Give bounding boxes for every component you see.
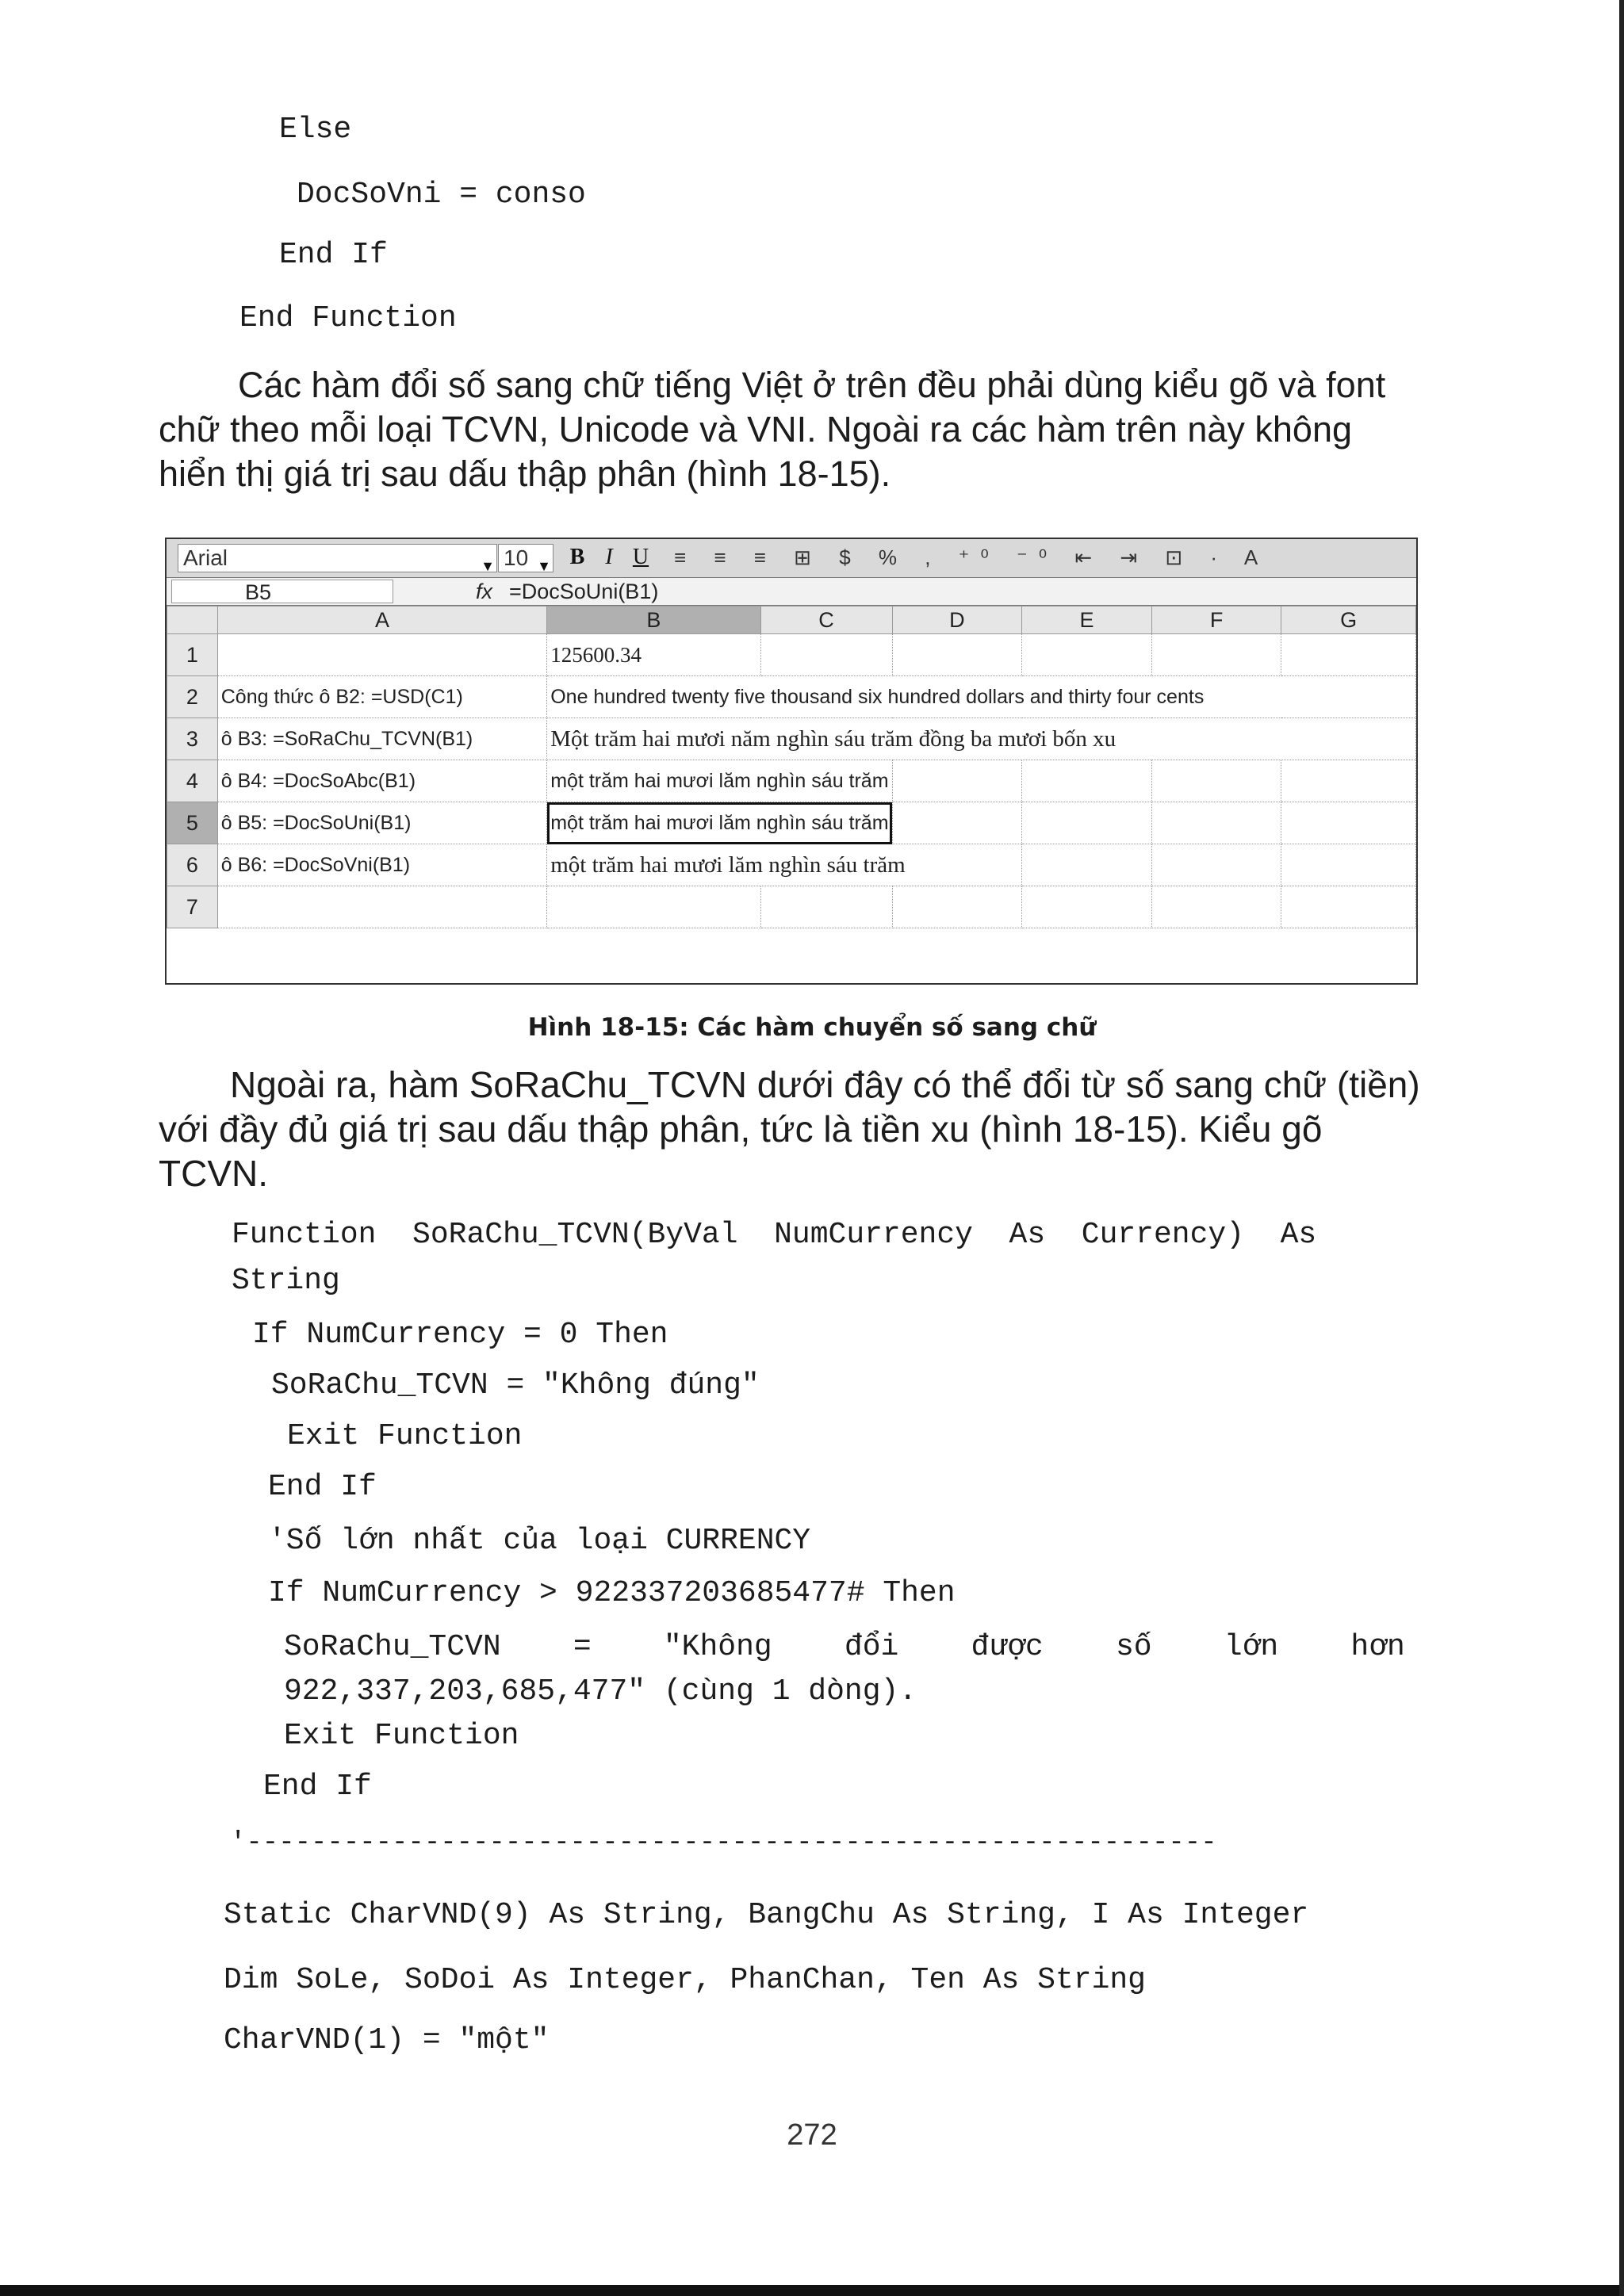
cell[interactable] xyxy=(892,760,1022,802)
active-cell-b5[interactable]: một trăm hai mươi lăm nghìn sáu trăm xyxy=(547,802,892,844)
formula-input[interactable]: =DocSoUni(B1) xyxy=(509,580,659,603)
code-separator: '------------------------------------------------------------ xyxy=(230,1828,1217,1858)
cell-b[interactable]: một trăm hai mươi lăm nghìn sáu trăm xyxy=(547,760,892,802)
code-line-assign: DocSoVni = conso xyxy=(297,178,586,212)
figure-caption: Hình 18-15: Các hàm chuyển số sang chữ xyxy=(527,1013,1097,1042)
row-header[interactable]: 4 xyxy=(167,760,218,802)
cell[interactable] xyxy=(760,634,892,676)
chevron-down-icon: ▼ xyxy=(537,558,551,574)
cell[interactable] xyxy=(760,886,892,928)
code-line: 922,337,203,685,477" (cùng 1 dòng). xyxy=(284,1674,917,1709)
bold-button[interactable]: B xyxy=(569,545,585,569)
code-line: Exit Function xyxy=(287,1419,523,1453)
row-header[interactable]: 6 xyxy=(167,844,218,886)
column-header[interactable]: F xyxy=(1151,607,1281,634)
italic-button[interactable]: I xyxy=(605,545,613,569)
cell-b[interactable]: Một trăm hai mươi năm nghìn sáu trăm đồng ba mươi bốn xu xyxy=(547,718,1416,760)
cell[interactable] xyxy=(1151,634,1281,676)
code-line: Exit Function xyxy=(284,1719,519,1753)
font-size-value: 10 xyxy=(504,545,529,570)
cell-b[interactable] xyxy=(547,886,760,928)
cell[interactable] xyxy=(1281,634,1416,676)
cell[interactable] xyxy=(1022,760,1152,802)
row-header[interactable]: 7 xyxy=(167,886,218,928)
column-header[interactable]: B xyxy=(547,607,760,634)
paragraph-sorachu: Ngoài ra, hàm SoRaChu_TCVN dưới đây có thể đổi từ số sang chữ (tiền) với đầy đủ giá trị sau dấu thập phân, tức là tiền xu (hình 18-15). Kiểu gõ TCVN. xyxy=(159,1064,1420,1194)
font-name-select[interactable] xyxy=(178,544,497,572)
code-line: 'Số lớn nhất của loại CURRENCY xyxy=(268,1524,811,1558)
cell[interactable] xyxy=(1151,802,1281,844)
cell[interactable] xyxy=(1022,886,1152,928)
cell[interactable] xyxy=(1281,886,1416,928)
code-line: Dim SoLe, SoDoi As Integer, PhanChan, Ten As String xyxy=(224,1963,1146,1997)
cell[interactable] xyxy=(1151,760,1281,802)
column-header[interactable]: C xyxy=(760,607,892,634)
chevron-down-icon: ▼ xyxy=(481,558,495,574)
underline-button[interactable]: U xyxy=(632,545,649,569)
cell-a[interactable]: Công thức ô B2: =USD(C1) xyxy=(217,676,546,718)
name-box[interactable] xyxy=(171,580,393,603)
paragraph-intro: Các hàm đổi số sang chữ tiếng Việt ở trên đều phải dùng kiểu gõ và font chữ theo mỗi loại TCVN, Unicode và VNI. Ngoài ra các hàm trên này không hiển thị giá trị sau dấu thập phân (hình 18-15). xyxy=(159,365,1386,494)
scan-border-right xyxy=(1619,0,1624,2296)
cell[interactable] xyxy=(1022,844,1152,886)
cell[interactable] xyxy=(892,802,1022,844)
row-header[interactable]: 2 xyxy=(167,676,218,718)
excel-screenshot xyxy=(165,538,1418,985)
cell-b[interactable]: One hundred twenty five thousand six hundred dollars and thirty four cents xyxy=(547,676,1416,718)
code-line: String xyxy=(232,1264,340,1298)
code-line: SoRaChu_TCVN = "Không đúng" xyxy=(271,1368,760,1402)
code-line: SoRaChu_TCVN = "Không đổi được số lớn hơn xyxy=(284,1630,1405,1664)
column-header[interactable]: E xyxy=(1022,607,1152,634)
code-line: End If xyxy=(268,1470,377,1504)
scan-border-bottom xyxy=(0,2285,1624,2296)
cell[interactable] xyxy=(1022,634,1152,676)
cell-b[interactable]: một trăm hai mươi lăm nghìn sáu trăm xyxy=(547,844,1022,886)
row-header[interactable]: 3 xyxy=(167,718,218,760)
cell-a[interactable]: ô B5: =DocSoUni(B1) xyxy=(217,802,546,844)
cell[interactable] xyxy=(1281,802,1416,844)
cell[interactable] xyxy=(892,886,1022,928)
font-size-select[interactable] xyxy=(498,544,553,572)
column-header[interactable]: D xyxy=(892,607,1022,634)
cell[interactable] xyxy=(1022,802,1152,844)
code-line-else: Else xyxy=(279,113,352,147)
cell-a[interactable]: ô B6: =DocSoVni(B1) xyxy=(217,844,546,886)
row-header[interactable]: 5 xyxy=(167,802,218,844)
row-header[interactable]: 1 xyxy=(167,634,218,676)
cell-a[interactable] xyxy=(217,634,546,676)
corner-cell[interactable] xyxy=(167,607,218,634)
cell[interactable] xyxy=(1151,844,1281,886)
toolbar-formatting-icons[interactable]: ≡ ≡ ≡ ⊞ $ % , ⁺⁰ ⁻⁰ ⇤ ⇥ ⊡ · A xyxy=(674,545,1270,569)
code-line: CharVND(1) = "một" xyxy=(224,2023,550,2057)
column-header[interactable]: G xyxy=(1281,607,1416,634)
cell-a[interactable]: ô B3: =SoRaChu_TCVN(B1) xyxy=(217,718,546,760)
cell[interactable] xyxy=(1281,760,1416,802)
cell-a[interactable] xyxy=(217,886,546,928)
formula-bar xyxy=(167,578,1416,606)
code-line-endfunction: End Function xyxy=(239,301,457,335)
spreadsheet-grid xyxy=(167,606,1416,928)
cell[interactable] xyxy=(1281,844,1416,886)
column-header[interactable]: A xyxy=(217,607,546,634)
formatting-toolbar xyxy=(167,539,1416,578)
fx-icon: fx xyxy=(476,580,493,603)
name-box-value: B5 xyxy=(245,580,272,604)
code-line: End If xyxy=(263,1770,372,1804)
code-line: If NumCurrency > 922337203685477# Then xyxy=(268,1576,956,1610)
page-number: 272 xyxy=(787,2118,837,2152)
cell-a[interactable]: ô B4: =DocSoAbc(B1) xyxy=(217,760,546,802)
cell[interactable] xyxy=(1151,886,1281,928)
font-name-value: Arial xyxy=(183,545,228,570)
cell[interactable] xyxy=(892,634,1022,676)
cell-b[interactable]: 125600.34 xyxy=(547,634,760,676)
code-line: If NumCurrency = 0 Then xyxy=(252,1318,668,1352)
code-line-endif: End If xyxy=(279,238,388,272)
code-line: Function SoRaChu_TCVN(ByVal NumCurrency As Currency) As xyxy=(232,1218,1317,1252)
code-line: Static CharVND(9) As String, BangChu As String, I As Integer xyxy=(224,1898,1309,1932)
